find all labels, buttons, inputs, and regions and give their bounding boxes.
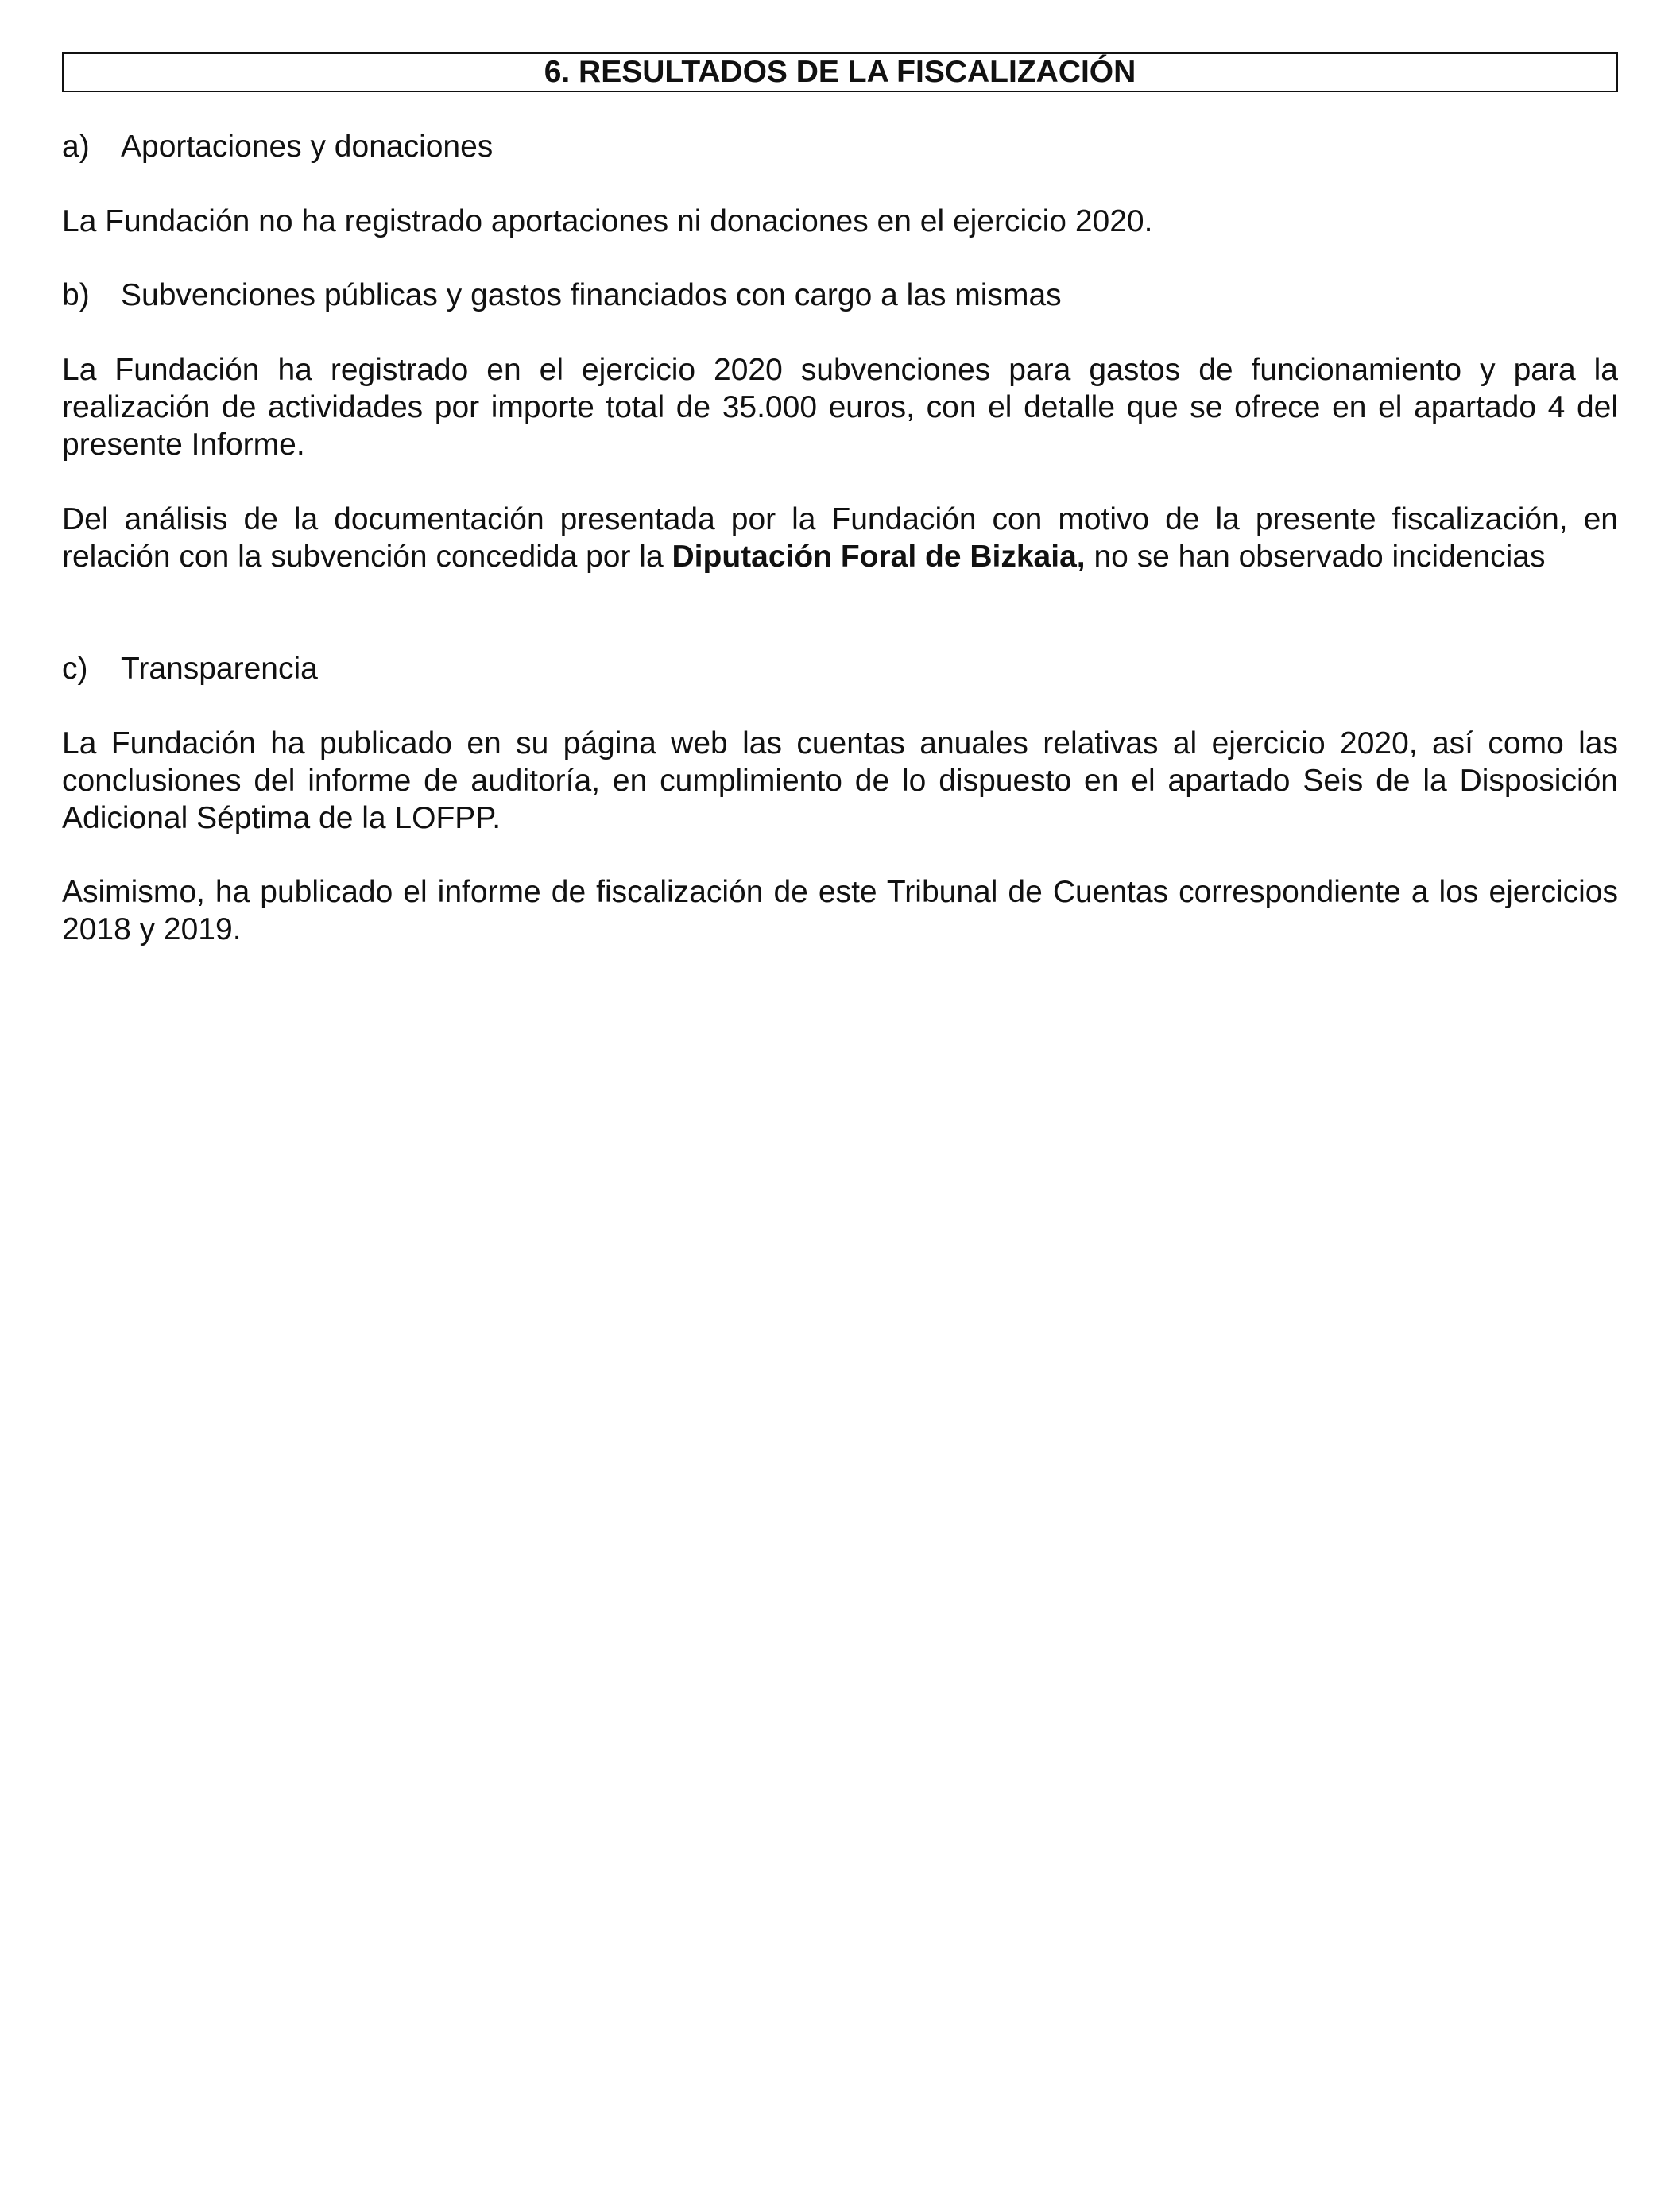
subsection-heading-c (62, 650, 1618, 688)
paragraph-b-2-text-before: Del análisis de la documentación presentada por la Fundación con motivo de la presente fiscalización, en relación con la subvención concedida por la (62, 502, 1618, 574)
paragraph-a: La Fundación no ha registrado aportaciones ni donaciones en el ejercicio 2020. (62, 204, 1153, 238)
paragraph-b-1: La Fundación ha registrado en el ejercicio 2020 subvenciones para gastos de funcionamiento y para la realización de actividades por importe total de 35.000 euros, con el detalle que se ofrece en el apartado 4 del presente Informe. (62, 353, 1618, 462)
paragraph-b-2 (62, 501, 1618, 575)
paragraph-c-1: La Fundación ha publicado en su página web las cuentas anuales relativas al ejercicio 2020, así como las conclusiones del informe de auditoría, en cumplimiento de lo dispuesto en el apartado Seis de la Disposición Adicional Séptima de la LOFPP. (62, 726, 1618, 835)
document-page (62, 52, 1618, 948)
subsection-title-c: Transparencia (121, 652, 318, 686)
subsection-heading-a (62, 128, 1618, 166)
subsection-letter-c: c) (62, 652, 88, 686)
paragraph-b-2-text-after: no se han observado incidencias (1085, 540, 1546, 574)
subsection-heading-b (62, 277, 1618, 315)
subsection-letter-a: a) (62, 130, 90, 164)
paragraph-b-2-bold-entity: Diputación Foral de Bizkaia, (672, 540, 1086, 574)
subsection-title-b: Subvenciones públicas y gastos financiados con cargo a las mismas (121, 278, 1062, 312)
section-title: 6. RESULTADOS DE LA FISCALIZACIÓN (62, 52, 1618, 92)
paragraph-c-2: Asimismo, ha publicado el informe de fiscalización de este Tribunal de Cuentas correspondiente a los ejercicios 2018 y 2019. (62, 875, 1618, 946)
subsection-title-a: Aportaciones y donaciones (121, 130, 494, 164)
subsection-letter-b: b) (62, 278, 90, 312)
